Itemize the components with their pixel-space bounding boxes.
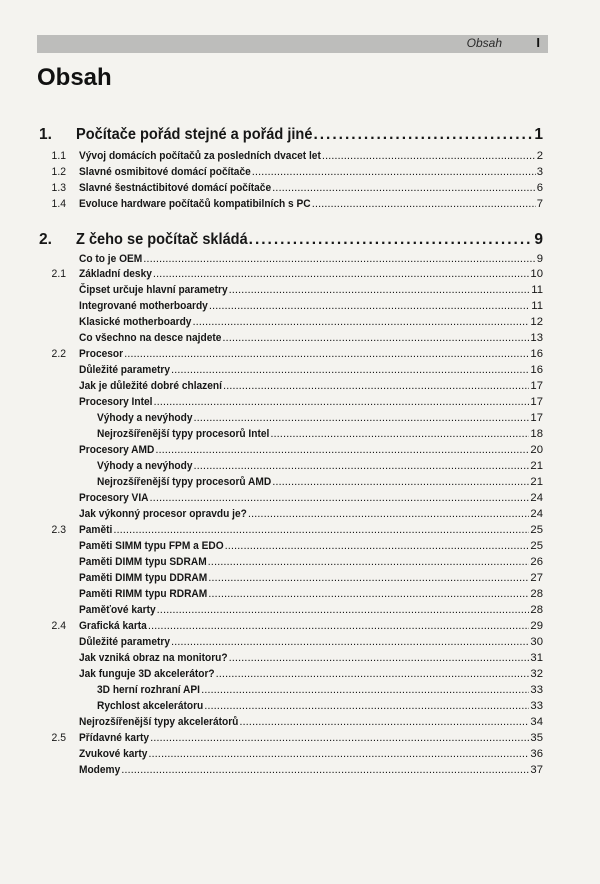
toc-entry-page: 33 [530, 700, 543, 712]
toc-entry-row [0, 716, 600, 730]
toc-entry-line [97, 476, 543, 488]
toc-entry-title: Paměti DIMM typu SDRAM [79, 556, 207, 568]
toc-entry-row [0, 268, 600, 282]
toc-entry-row [0, 182, 600, 196]
toc-leader-dots [148, 620, 530, 632]
toc-entry-title: Nejrozšířenější typy procesorů Intel [97, 428, 270, 440]
toc-leader-dots [153, 268, 530, 280]
toc-entry-line [76, 231, 543, 249]
toc-entry-row [0, 684, 600, 698]
toc-entry-page: 16 [530, 348, 543, 360]
toc-leader-dots [272, 182, 536, 194]
toc-leader-dots [150, 492, 530, 504]
toc-entry-title: Grafická karta [79, 620, 147, 632]
toc-entry-line [79, 182, 543, 194]
toc-entry-title: Z čeho se počítač skládá [76, 231, 248, 248]
toc-entry-title: Jak funguje 3D akcelerátor? [79, 668, 215, 680]
toc-entry-title: Důležité parametry [79, 364, 170, 376]
toc-entry-page: 28 [530, 588, 543, 600]
toc-entry-row [0, 380, 600, 394]
toc-entry-number: 1.3 [51, 182, 66, 194]
toc-entry-row [0, 636, 600, 650]
toc-leader-dots [201, 684, 529, 696]
toc-entry-title: Jak je důležité dobré chlazení [79, 380, 222, 392]
toc-entry-number: 2. [39, 231, 52, 248]
toc-leader-dots [150, 732, 529, 744]
toc-entry-line [79, 492, 543, 504]
toc-entry-number: 2.2 [51, 348, 66, 360]
toc-entry-page: 28 [530, 604, 543, 616]
toc-entry-page: 11 [531, 300, 543, 312]
toc-entry-page: 24 [530, 492, 543, 504]
toc-entry-line [97, 412, 543, 424]
toc-leader-dots [124, 348, 529, 360]
toc-entry-title: Klasické motherboardy [79, 316, 192, 328]
toc-entry-page: 11 [531, 284, 543, 296]
toc-entry-page: 9 [536, 253, 543, 265]
toc-leader-dots [155, 444, 529, 456]
toc-entry-page: 30 [530, 636, 543, 648]
toc-entry-page: 36 [530, 748, 543, 760]
toc-entry-line [79, 540, 543, 552]
toc-leader-dots [113, 524, 529, 536]
toc-entry-line [79, 348, 543, 360]
toc-leader-dots [153, 396, 529, 408]
toc-leader-dots [208, 588, 529, 600]
toc-entry-row [0, 364, 600, 378]
toc-entry-number: 2.1 [51, 268, 66, 280]
toc-entry-page: 9 [534, 231, 543, 248]
toc-entry-row [0, 284, 600, 298]
toc-entry-line [79, 508, 543, 520]
toc-entry-line [79, 316, 543, 328]
toc-entry-row [0, 396, 600, 410]
toc-leader-dots [229, 652, 530, 664]
toc-leader-dots [157, 604, 530, 616]
toc-entry-row [0, 150, 600, 164]
toc-entry-title: Nejrozšířenější typy akcelerátorů [79, 716, 239, 728]
toc-leader-dots [225, 540, 530, 552]
toc-entry-row [0, 492, 600, 506]
toc-entry-line [79, 732, 543, 744]
toc-entry-number: 1. [39, 126, 52, 143]
toc-entry-row [0, 620, 600, 634]
toc-entry-page: 16 [530, 364, 543, 376]
toc-entry-title: Důležité parametry [79, 636, 170, 648]
toc-entry-row [0, 428, 600, 442]
toc-entry-page: 13 [530, 332, 543, 344]
toc-entry-row [0, 604, 600, 618]
toc-entry-line [79, 652, 543, 664]
toc-entry-row [0, 300, 600, 314]
toc-entry-page: 33 [530, 684, 543, 696]
toc-entry-page: 10 [530, 268, 543, 280]
toc-leader-dots [222, 332, 529, 344]
toc-entry-title: Slavné šestnáctibitové domácí počítače [79, 182, 272, 194]
toc-entry-title: Procesor [79, 348, 124, 360]
toc-entry-line [79, 668, 543, 680]
toc-entry-page: 17 [530, 396, 543, 408]
toc-entry-title: Nejrozšířenější typy procesorů AMD [97, 476, 272, 488]
toc-entry-line [79, 396, 543, 408]
toc-entry-line [79, 588, 543, 600]
toc-entry-line [79, 716, 543, 728]
toc-leader-dots [272, 476, 529, 488]
toc-entry-title: Paměti RIMM typu RDRAM [79, 588, 208, 600]
toc-entry-row [0, 524, 600, 538]
toc-entry-page: 24 [530, 508, 543, 520]
toc-entry-title: Jak vzniká obraz na monitoru? [79, 652, 228, 664]
toc-entry-row [0, 316, 600, 330]
toc-entry-page: 2 [536, 150, 543, 162]
toc-entry-page: 35 [530, 732, 543, 744]
toc-entry-title: Přídavné karty [79, 732, 150, 744]
toc-entry-row [0, 198, 600, 212]
toc-leader-dots [248, 508, 530, 520]
toc-entry-line [97, 700, 543, 712]
toc-entry-title: Základní desky [79, 268, 152, 280]
toc-entry-title: Procesory Intel [79, 396, 153, 408]
toc-leader-dots [229, 284, 531, 296]
toc-entry-line [97, 428, 543, 440]
toc-entry-page: 1 [534, 126, 543, 143]
toc-entry-row [0, 556, 600, 570]
toc-leader-dots [239, 716, 529, 728]
toc-entry-line [79, 604, 543, 616]
toc-entry-row [0, 764, 600, 778]
toc-entry-line [79, 764, 543, 776]
toc-entry-row [0, 460, 600, 474]
toc-entry-title: Výhody a nevýhody [97, 412, 193, 424]
toc-entry-page: 26 [530, 556, 543, 568]
toc-entry-line [79, 198, 543, 210]
toc-entry-page: 18 [530, 428, 543, 440]
toc-entry-title: Paměťové karty [79, 604, 156, 616]
page-title: Obsah [37, 64, 112, 91]
toc-entry-row [0, 166, 600, 180]
toc-entry-title: Výhody a nevýhody [97, 460, 193, 472]
toc-entry-page: 31 [530, 652, 543, 664]
toc-entry-title: 3D herní rozhraní API [97, 684, 201, 696]
toc-leader-dots [171, 636, 529, 648]
toc-entry-number: 1.2 [51, 166, 66, 178]
toc-entry-page: 32 [530, 668, 543, 680]
toc-entry-row [0, 508, 600, 522]
toc-leader-dots [143, 253, 535, 265]
toc-entry-number: 1.1 [51, 150, 66, 162]
toc-leader-dots [312, 198, 536, 210]
toc-chapter-row [0, 231, 600, 251]
toc-entry-title: Zvukové karty [79, 748, 148, 760]
toc-leader-dots [249, 231, 534, 249]
toc-entry-title: Slavné osmibitové domácí počítače [79, 166, 251, 178]
toc-entry-row [0, 572, 600, 586]
toc-entry-title: Procesory VIA [79, 492, 149, 504]
toc-entry-page: 6 [536, 182, 543, 194]
toc-leader-dots [121, 764, 529, 776]
toc-entry-page: 21 [530, 460, 543, 472]
toc-entry-line [79, 268, 543, 280]
toc-entry-line [79, 620, 543, 632]
toc-entry-page: 17 [530, 380, 543, 392]
toc-entry-line [79, 332, 543, 344]
toc-entry-line [79, 150, 543, 162]
toc-entry-page: 17 [530, 412, 543, 424]
header-page-number: I [536, 35, 540, 50]
toc-entry-title: Vývoj domácích počítačů za posledních dvacet let [79, 150, 321, 162]
toc-entry-page: 21 [530, 476, 543, 488]
toc-entry-row [0, 348, 600, 362]
toc-entry-line [79, 364, 543, 376]
toc-entry-title: Paměti SIMM typu FPM a EDO [79, 540, 224, 552]
toc-entry-title: Jak výkonný procesor opravdu je? [79, 508, 247, 520]
toc-entry-line [79, 636, 543, 648]
toc-entry-number: 2.3 [51, 524, 66, 536]
header-title: Obsah [466, 36, 502, 50]
toc-entry-line [79, 524, 543, 536]
toc-entry-line [79, 284, 543, 296]
toc-entry-title: Modemy [79, 764, 121, 776]
toc-entry-title: Rychlost akcelerátoru [97, 700, 204, 712]
toc-entry-title: Procesory AMD [79, 444, 155, 456]
toc-leader-dots [322, 150, 536, 162]
toc-entry-line [79, 380, 543, 392]
toc-leader-dots [148, 748, 529, 760]
toc-entry-title: Evoluce hardware počítačů kompatibilních s PC [79, 198, 311, 210]
toc-entry-row [0, 444, 600, 458]
toc-entry-page: 34 [530, 716, 543, 728]
toc-entry-page: 3 [536, 166, 543, 178]
toc-entry-row [0, 253, 600, 267]
toc-entry-number: 2.4 [51, 620, 66, 632]
toc-entry-line [79, 556, 543, 568]
toc-entry-row [0, 732, 600, 746]
toc-entry-row [0, 540, 600, 554]
toc-entry-number: 1.4 [51, 198, 66, 210]
toc-entry-row [0, 332, 600, 346]
toc-leader-dots [194, 412, 530, 424]
toc-entry-page: 29 [530, 620, 543, 632]
toc-entry-line [79, 572, 543, 584]
toc-entry-title: Paměti [79, 524, 113, 536]
toc-entry-line [79, 253, 543, 265]
toc-entry-title: Co to je OEM [79, 253, 143, 265]
toc-leader-dots [216, 668, 530, 680]
toc-entry-title: Počítače pořád stejné a pořád jiné [76, 126, 313, 143]
toc-leader-dots [171, 364, 529, 376]
toc-leader-dots [192, 316, 529, 328]
toc-entry-line [97, 684, 543, 696]
toc-leader-dots [313, 126, 533, 144]
toc-entry-title: Integrované motherboardy [79, 300, 208, 312]
toc-entry-page: 37 [530, 764, 543, 776]
toc-leader-dots [270, 428, 529, 440]
toc-entry-page: 12 [530, 316, 543, 328]
toc-entry-line [79, 748, 543, 760]
toc-leader-dots [208, 556, 530, 568]
toc-entry-title: Paměti DIMM typu DDRAM [79, 572, 208, 584]
toc-entry-page: 25 [530, 540, 543, 552]
toc-entry-row [0, 652, 600, 666]
toc-chapter-row [0, 126, 600, 146]
toc-leader-dots [223, 380, 529, 392]
toc-entry-page: 27 [530, 572, 543, 584]
toc-entry-line [97, 460, 543, 472]
toc-entry-line [79, 444, 543, 456]
toc-leader-dots [194, 460, 530, 472]
toc-entry-row [0, 412, 600, 426]
toc-entry-row [0, 668, 600, 682]
toc-entry-line [76, 126, 543, 144]
toc-entry-page: 25 [530, 524, 543, 536]
toc-entry-row [0, 700, 600, 714]
toc-entry-page: 7 [536, 198, 543, 210]
toc-entry-page: 20 [530, 444, 543, 456]
toc-entry-row [0, 588, 600, 602]
toc-leader-dots [208, 572, 529, 584]
toc-leader-dots [252, 166, 536, 178]
toc-entry-line [79, 166, 543, 178]
toc-entry-row [0, 748, 600, 762]
toc-entry-line [79, 300, 543, 312]
toc-leader-dots [204, 700, 529, 712]
toc-leader-dots [209, 300, 530, 312]
toc-entry-row [0, 476, 600, 490]
toc-entry-title: Co všechno na desce najdete [79, 332, 222, 344]
toc-entry-number: 2.5 [51, 732, 66, 744]
toc-entry-title: Čipset určuje hlavní parametry [79, 284, 228, 296]
